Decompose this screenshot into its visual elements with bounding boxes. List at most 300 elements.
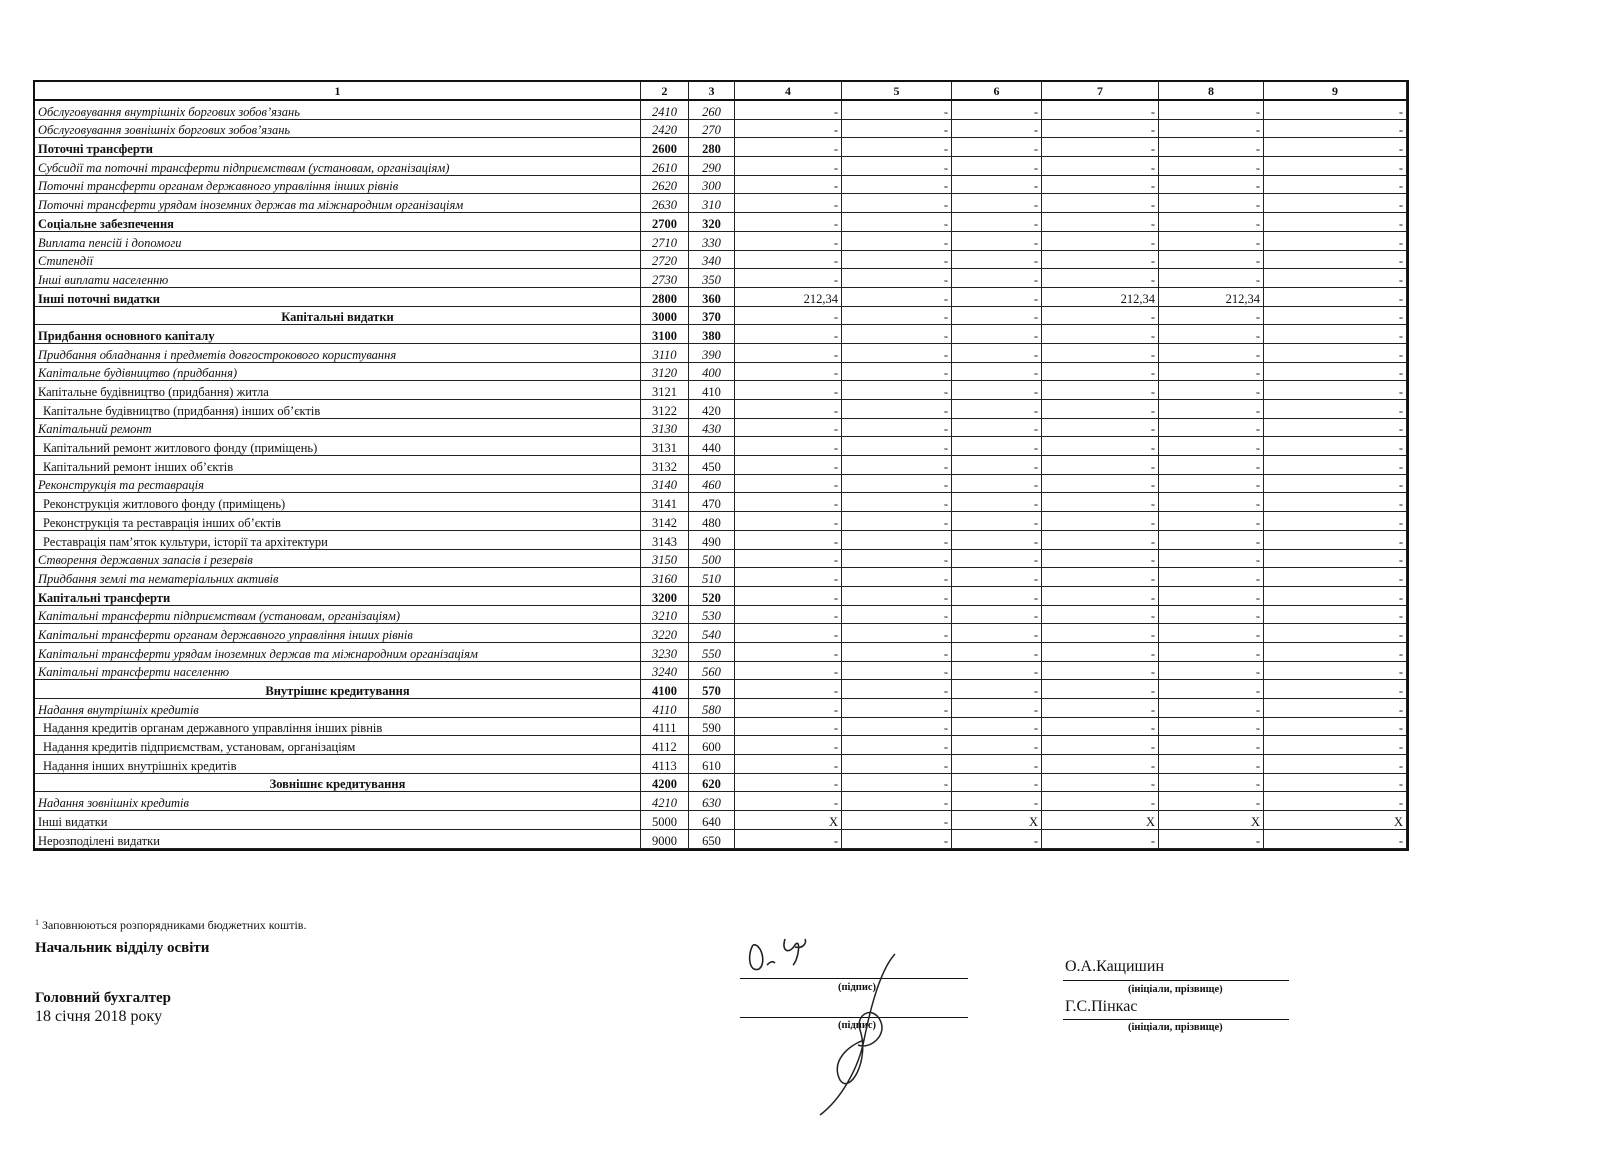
row-value-cell: - xyxy=(735,736,842,755)
row-value-cell: - xyxy=(1042,624,1159,643)
table-row xyxy=(35,419,1407,438)
row-value-cell: - xyxy=(842,493,952,512)
row-value-cell: - xyxy=(1264,194,1407,213)
row-value-cell: - xyxy=(1042,643,1159,662)
row-value-cell: - xyxy=(952,307,1042,326)
row-value-cell: - xyxy=(1264,680,1407,699)
row-name-cell: Капітальний ремонт xyxy=(35,419,641,438)
row-line-code-cell: 590 xyxy=(689,718,735,737)
row-value-cell: - xyxy=(1264,493,1407,512)
row-value-cell: - xyxy=(952,138,1042,157)
row-value-cell: - xyxy=(1042,176,1159,195)
table-row xyxy=(35,269,1407,288)
row-value-cell: - xyxy=(842,662,952,681)
row-value-cell: - xyxy=(842,288,952,307)
row-line-code-cell: 370 xyxy=(689,307,735,326)
row-value-cell: - xyxy=(952,325,1042,344)
table-row xyxy=(35,493,1407,512)
row-value-cell: - xyxy=(1264,157,1407,176)
row-value-cell: - xyxy=(842,363,952,382)
row-name-cell: Реконструкція та реставрація xyxy=(35,475,641,494)
row-code-cell: 4113 xyxy=(641,755,689,774)
row-value-cell: - xyxy=(1264,101,1407,120)
table-row xyxy=(35,643,1407,662)
table-row xyxy=(35,157,1407,176)
row-value-cell: - xyxy=(1159,325,1264,344)
row-value-cell: X xyxy=(1159,811,1264,830)
row-value-cell: - xyxy=(1159,493,1264,512)
row-value-cell: - xyxy=(1042,587,1159,606)
row-value-cell: - xyxy=(1159,363,1264,382)
row-name-cell: Створення державних запасів і резервів xyxy=(35,550,641,569)
row-name-cell: Зовнішнє кредитування xyxy=(35,774,641,793)
row-name-cell: Обслуговування внутрішніх боргових зобов’язань xyxy=(35,101,641,120)
table-row xyxy=(35,512,1407,531)
row-value-cell: - xyxy=(1159,830,1264,849)
row-value-cell: - xyxy=(1264,307,1407,326)
row-value-cell: - xyxy=(952,232,1042,251)
table-row xyxy=(35,400,1407,419)
row-value-cell: - xyxy=(735,755,842,774)
row-value-cell: - xyxy=(1159,624,1264,643)
table-header-row xyxy=(35,82,1407,101)
row-value-cell: - xyxy=(735,101,842,120)
row-value-cell: - xyxy=(735,587,842,606)
row-value-cell: - xyxy=(1264,213,1407,232)
row-name-cell: Придбання обладнання і предметів довгострокового користування xyxy=(35,344,641,363)
head-name-line xyxy=(1063,980,1289,981)
footnote-mark: 1 xyxy=(35,918,39,927)
row-value-cell: - xyxy=(842,176,952,195)
row-value-cell: - xyxy=(952,176,1042,195)
row-value-cell: - xyxy=(842,699,952,718)
row-value-cell: - xyxy=(1159,307,1264,326)
row-value-cell: - xyxy=(1264,120,1407,139)
row-value-cell: - xyxy=(952,194,1042,213)
header-cell-col4: 4 xyxy=(735,82,842,101)
row-value-cell: - xyxy=(735,550,842,569)
row-value-cell: - xyxy=(1159,101,1264,120)
row-value-cell: - xyxy=(1264,662,1407,681)
row-code-cell: 4110 xyxy=(641,699,689,718)
row-name-cell: Капітальне будівництво (придбання) xyxy=(35,363,641,382)
row-value-cell: - xyxy=(1042,325,1159,344)
table-row xyxy=(35,475,1407,494)
row-code-cell: 2630 xyxy=(641,194,689,213)
header-cell-col8: 8 xyxy=(1159,82,1264,101)
row-value-cell: - xyxy=(1159,512,1264,531)
row-value-cell: - xyxy=(1042,792,1159,811)
row-value-cell: - xyxy=(1264,587,1407,606)
table-row xyxy=(35,606,1407,625)
row-value-cell: - xyxy=(735,493,842,512)
row-value-cell: - xyxy=(1042,101,1159,120)
row-line-code-cell: 290 xyxy=(689,157,735,176)
row-value-cell: - xyxy=(842,550,952,569)
footnote-text: Заповнюються розпорядниками бюджетних коштів. xyxy=(42,918,307,932)
table-row xyxy=(35,381,1407,400)
row-value-cell: - xyxy=(1264,344,1407,363)
row-value-cell: - xyxy=(1159,568,1264,587)
table-row xyxy=(35,363,1407,382)
row-name-cell: Соціальне забезпечення xyxy=(35,213,641,232)
row-value-cell: - xyxy=(842,307,952,326)
row-value-cell: - xyxy=(952,755,1042,774)
row-value-cell: - xyxy=(842,101,952,120)
footnote xyxy=(35,918,306,933)
table-row xyxy=(35,307,1407,326)
table-row xyxy=(35,437,1407,456)
row-line-code-cell: 430 xyxy=(689,419,735,438)
row-value-cell: - xyxy=(1264,456,1407,475)
row-code-cell: 3130 xyxy=(641,419,689,438)
row-value-cell: - xyxy=(735,194,842,213)
table-row xyxy=(35,325,1407,344)
row-value-cell: 212,34 xyxy=(1042,288,1159,307)
row-value-cell: - xyxy=(842,811,952,830)
row-line-code-cell: 460 xyxy=(689,475,735,494)
table-row xyxy=(35,755,1407,774)
row-value-cell: - xyxy=(735,176,842,195)
table-row xyxy=(35,531,1407,550)
row-value-cell: - xyxy=(1042,232,1159,251)
accountant-name-line xyxy=(1063,1019,1289,1020)
row-value-cell: - xyxy=(1159,344,1264,363)
row-value-cell: - xyxy=(1042,157,1159,176)
row-code-cell: 3210 xyxy=(641,606,689,625)
row-code-cell: 3131 xyxy=(641,437,689,456)
row-value-cell: - xyxy=(735,363,842,382)
row-value-cell: X xyxy=(952,811,1042,830)
row-value-cell: - xyxy=(952,437,1042,456)
row-value-cell: - xyxy=(735,568,842,587)
row-value-cell: - xyxy=(735,662,842,681)
row-value-cell: - xyxy=(952,624,1042,643)
header-cell-col5: 5 xyxy=(842,82,952,101)
row-value-cell: - xyxy=(1042,419,1159,438)
row-value-cell: - xyxy=(735,251,842,270)
row-value-cell: - xyxy=(1042,718,1159,737)
row-value-cell: - xyxy=(735,419,842,438)
row-line-code-cell: 620 xyxy=(689,774,735,793)
row-name-cell: Реставрація пам’яток культури, історії та архітектури xyxy=(35,531,641,550)
row-line-code-cell: 570 xyxy=(689,680,735,699)
row-value-cell: - xyxy=(1042,251,1159,270)
row-value-cell: - xyxy=(1264,830,1407,849)
header-cell-col2: 2 xyxy=(641,82,689,101)
row-code-cell: 3140 xyxy=(641,475,689,494)
row-value-cell: - xyxy=(952,774,1042,793)
row-value-cell: - xyxy=(1264,437,1407,456)
head-title: Начальник відділу освіти xyxy=(35,940,210,956)
row-value-cell: - xyxy=(735,643,842,662)
row-name-cell: Надання кредитів підприємствам, установам, організаціям xyxy=(35,736,641,755)
row-value-cell: - xyxy=(1042,606,1159,625)
row-line-code-cell: 320 xyxy=(689,213,735,232)
row-code-cell: 3143 xyxy=(641,531,689,550)
row-name-cell: Надання кредитів органам державного управління інших рівнів xyxy=(35,718,641,737)
row-value-cell: - xyxy=(1264,419,1407,438)
row-value-cell: - xyxy=(1159,792,1264,811)
row-line-code-cell: 260 xyxy=(689,101,735,120)
row-value-cell: - xyxy=(842,251,952,270)
row-line-code-cell: 360 xyxy=(689,288,735,307)
row-value-cell: - xyxy=(1159,755,1264,774)
row-name-cell: Поточні трансферти xyxy=(35,138,641,157)
table-row xyxy=(35,736,1407,755)
row-code-cell: 2700 xyxy=(641,213,689,232)
row-value-cell: - xyxy=(1042,512,1159,531)
row-line-code-cell: 600 xyxy=(689,736,735,755)
row-code-cell: 3132 xyxy=(641,456,689,475)
table-body xyxy=(35,82,1407,849)
row-value-cell: - xyxy=(842,194,952,213)
row-line-code-cell: 510 xyxy=(689,568,735,587)
row-code-cell: 2620 xyxy=(641,176,689,195)
row-value-cell: - xyxy=(842,830,952,849)
accountant-name-caption: (ініціали, прізвище) xyxy=(1128,1022,1223,1033)
row-value-cell: - xyxy=(1264,512,1407,531)
row-value-cell: - xyxy=(735,325,842,344)
row-value-cell: 212,34 xyxy=(1159,288,1264,307)
row-name-cell: Реконструкція та реставрація інших об’єктів xyxy=(35,512,641,531)
row-code-cell: 3141 xyxy=(641,493,689,512)
row-value-cell: - xyxy=(842,587,952,606)
row-value-cell: - xyxy=(735,774,842,793)
row-value-cell: - xyxy=(1042,437,1159,456)
table-row xyxy=(35,662,1407,681)
row-value-cell: - xyxy=(1159,437,1264,456)
row-code-cell: 2800 xyxy=(641,288,689,307)
row-value-cell: - xyxy=(1159,774,1264,793)
row-value-cell: - xyxy=(1264,699,1407,718)
header-cell-col3: 3 xyxy=(689,82,735,101)
table-row xyxy=(35,213,1407,232)
row-name-cell: Нерозподілені видатки xyxy=(35,830,641,849)
table-row xyxy=(35,587,1407,606)
row-value-cell: - xyxy=(842,624,952,643)
row-line-code-cell: 420 xyxy=(689,400,735,419)
row-name-cell: Поточні трансферти урядам іноземних держав та міжнародним організаціям xyxy=(35,194,641,213)
row-value-cell: - xyxy=(842,213,952,232)
row-value-cell: - xyxy=(1042,269,1159,288)
row-code-cell: 3150 xyxy=(641,550,689,569)
row-value-cell: - xyxy=(952,662,1042,681)
row-value-cell: - xyxy=(842,718,952,737)
row-value-cell: - xyxy=(1264,643,1407,662)
row-code-cell: 2710 xyxy=(641,232,689,251)
row-line-code-cell: 340 xyxy=(689,251,735,270)
row-value-cell: - xyxy=(952,512,1042,531)
row-value-cell: - xyxy=(1042,456,1159,475)
row-value-cell: - xyxy=(952,792,1042,811)
row-value-cell: - xyxy=(735,792,842,811)
row-line-code-cell: 270 xyxy=(689,120,735,139)
row-line-code-cell: 470 xyxy=(689,493,735,512)
row-value-cell: - xyxy=(1042,493,1159,512)
row-code-cell: 2720 xyxy=(641,251,689,270)
row-code-cell: 3120 xyxy=(641,363,689,382)
row-value-cell: - xyxy=(735,624,842,643)
row-code-cell: 4100 xyxy=(641,680,689,699)
row-name-cell: Стипендії xyxy=(35,251,641,270)
table-row xyxy=(35,120,1407,139)
row-value-cell: - xyxy=(842,755,952,774)
row-value-cell: - xyxy=(1159,138,1264,157)
row-value-cell: - xyxy=(1264,755,1407,774)
row-value-cell: X xyxy=(1042,811,1159,830)
table-row xyxy=(35,624,1407,643)
header-cell-col9: 9 xyxy=(1264,82,1407,101)
table-row xyxy=(35,550,1407,569)
header-cell-col6: 6 xyxy=(952,82,1042,101)
row-line-code-cell: 530 xyxy=(689,606,735,625)
row-name-cell: Субсидії та поточні трансферти підприємствам (установам, організаціям) xyxy=(35,157,641,176)
table-row xyxy=(35,792,1407,811)
row-line-code-cell: 540 xyxy=(689,624,735,643)
accountant-title: Головний бухгалтер xyxy=(35,990,172,1006)
row-value-cell: - xyxy=(735,531,842,550)
row-value-cell: - xyxy=(842,774,952,793)
row-value-cell: - xyxy=(1159,176,1264,195)
row-value-cell: - xyxy=(952,699,1042,718)
row-value-cell: - xyxy=(1042,344,1159,363)
table-row xyxy=(35,774,1407,793)
row-line-code-cell: 500 xyxy=(689,550,735,569)
row-value-cell: - xyxy=(735,606,842,625)
row-value-cell: - xyxy=(735,213,842,232)
table-row xyxy=(35,680,1407,699)
row-value-cell: - xyxy=(952,157,1042,176)
row-value-cell: X xyxy=(1264,811,1407,830)
row-name-cell: Надання внутрішніх кредитів xyxy=(35,699,641,718)
row-value-cell: - xyxy=(842,606,952,625)
row-line-code-cell: 560 xyxy=(689,662,735,681)
row-value-cell: - xyxy=(842,400,952,419)
row-code-cell: 4112 xyxy=(641,736,689,755)
row-value-cell: - xyxy=(1159,718,1264,737)
row-value-cell: - xyxy=(735,830,842,849)
row-value-cell: - xyxy=(952,400,1042,419)
row-value-cell: - xyxy=(1264,531,1407,550)
row-name-cell: Поточні трансферти органам державного управління інших рівнів xyxy=(35,176,641,195)
row-value-cell: - xyxy=(1159,550,1264,569)
row-name-cell: Капітальне будівництво (придбання) житла xyxy=(35,381,641,400)
row-value-cell: - xyxy=(1264,363,1407,382)
row-name-cell: Надання інших внутрішніх кредитів xyxy=(35,755,641,774)
handwritten-signature-accountant xyxy=(800,950,910,1120)
table-row xyxy=(35,194,1407,213)
row-value-cell: - xyxy=(1042,699,1159,718)
row-value-cell: - xyxy=(1159,699,1264,718)
row-code-cell: 3110 xyxy=(641,344,689,363)
row-value-cell: - xyxy=(1042,213,1159,232)
row-name-cell: Капітальні трансферти xyxy=(35,587,641,606)
row-code-cell: 3160 xyxy=(641,568,689,587)
row-value-cell: - xyxy=(1159,251,1264,270)
row-line-code-cell: 520 xyxy=(689,587,735,606)
row-line-code-cell: 300 xyxy=(689,176,735,195)
document-date: 18 січня 2018 року xyxy=(35,1008,163,1025)
table-row xyxy=(35,251,1407,270)
row-value-cell: - xyxy=(842,512,952,531)
table-row xyxy=(35,101,1407,120)
row-value-cell: X xyxy=(735,811,842,830)
row-value-cell: - xyxy=(1042,830,1159,849)
row-line-code-cell: 280 xyxy=(689,138,735,157)
row-value-cell: - xyxy=(1042,550,1159,569)
row-value-cell: - xyxy=(1159,157,1264,176)
row-value-cell: - xyxy=(1264,176,1407,195)
row-value-cell: - xyxy=(1264,251,1407,270)
row-value-cell: - xyxy=(842,531,952,550)
row-value-cell: - xyxy=(735,475,842,494)
row-value-cell: - xyxy=(1264,774,1407,793)
row-code-cell: 3000 xyxy=(641,307,689,326)
row-value-cell: - xyxy=(952,456,1042,475)
row-value-cell: - xyxy=(952,493,1042,512)
row-value-cell: - xyxy=(1042,736,1159,755)
row-value-cell: - xyxy=(1042,194,1159,213)
row-value-cell: - xyxy=(735,400,842,419)
row-value-cell: - xyxy=(1042,774,1159,793)
table-row xyxy=(35,811,1407,830)
table-row xyxy=(35,568,1407,587)
row-value-cell: - xyxy=(952,587,1042,606)
row-name-cell: Капітальні видатки xyxy=(35,307,641,326)
row-value-cell: - xyxy=(1159,120,1264,139)
row-name-cell: Капітальні трансферти урядам іноземних держав та міжнародним організаціям xyxy=(35,643,641,662)
row-value-cell: - xyxy=(1042,755,1159,774)
table-row xyxy=(35,176,1407,195)
row-value-cell: - xyxy=(842,736,952,755)
row-value-cell: - xyxy=(1264,138,1407,157)
row-code-cell: 5000 xyxy=(641,811,689,830)
row-name-cell: Капітальні трансферти органам державного управління інших рівнів xyxy=(35,624,641,643)
row-code-cell: 2410 xyxy=(641,101,689,120)
table-row xyxy=(35,232,1407,251)
row-value-cell: - xyxy=(952,718,1042,737)
row-value-cell: - xyxy=(842,568,952,587)
row-name-cell: Інші видатки xyxy=(35,811,641,830)
row-value-cell: - xyxy=(952,736,1042,755)
row-value-cell: - xyxy=(1159,662,1264,681)
row-code-cell: 3200 xyxy=(641,587,689,606)
row-value-cell: - xyxy=(735,699,842,718)
row-value-cell: - xyxy=(1042,307,1159,326)
table-row xyxy=(35,699,1407,718)
row-code-cell: 3142 xyxy=(641,512,689,531)
row-code-cell: 3230 xyxy=(641,643,689,662)
row-value-cell: - xyxy=(1264,475,1407,494)
row-value-cell: - xyxy=(1159,213,1264,232)
row-name-cell: Капітальні трансферти підприємствам (установам, організаціям) xyxy=(35,606,641,625)
row-value-cell: - xyxy=(1042,381,1159,400)
row-value-cell: - xyxy=(842,138,952,157)
row-value-cell: - xyxy=(1042,363,1159,382)
row-value-cell: - xyxy=(1264,381,1407,400)
row-value-cell: - xyxy=(1159,643,1264,662)
row-value-cell: - xyxy=(1264,325,1407,344)
row-value-cell: - xyxy=(735,307,842,326)
row-line-code-cell: 380 xyxy=(689,325,735,344)
row-value-cell: - xyxy=(1159,475,1264,494)
row-code-cell: 2600 xyxy=(641,138,689,157)
row-line-code-cell: 550 xyxy=(689,643,735,662)
row-value-cell: - xyxy=(735,512,842,531)
row-value-cell: - xyxy=(1042,680,1159,699)
header-cell-col7: 7 xyxy=(1042,82,1159,101)
